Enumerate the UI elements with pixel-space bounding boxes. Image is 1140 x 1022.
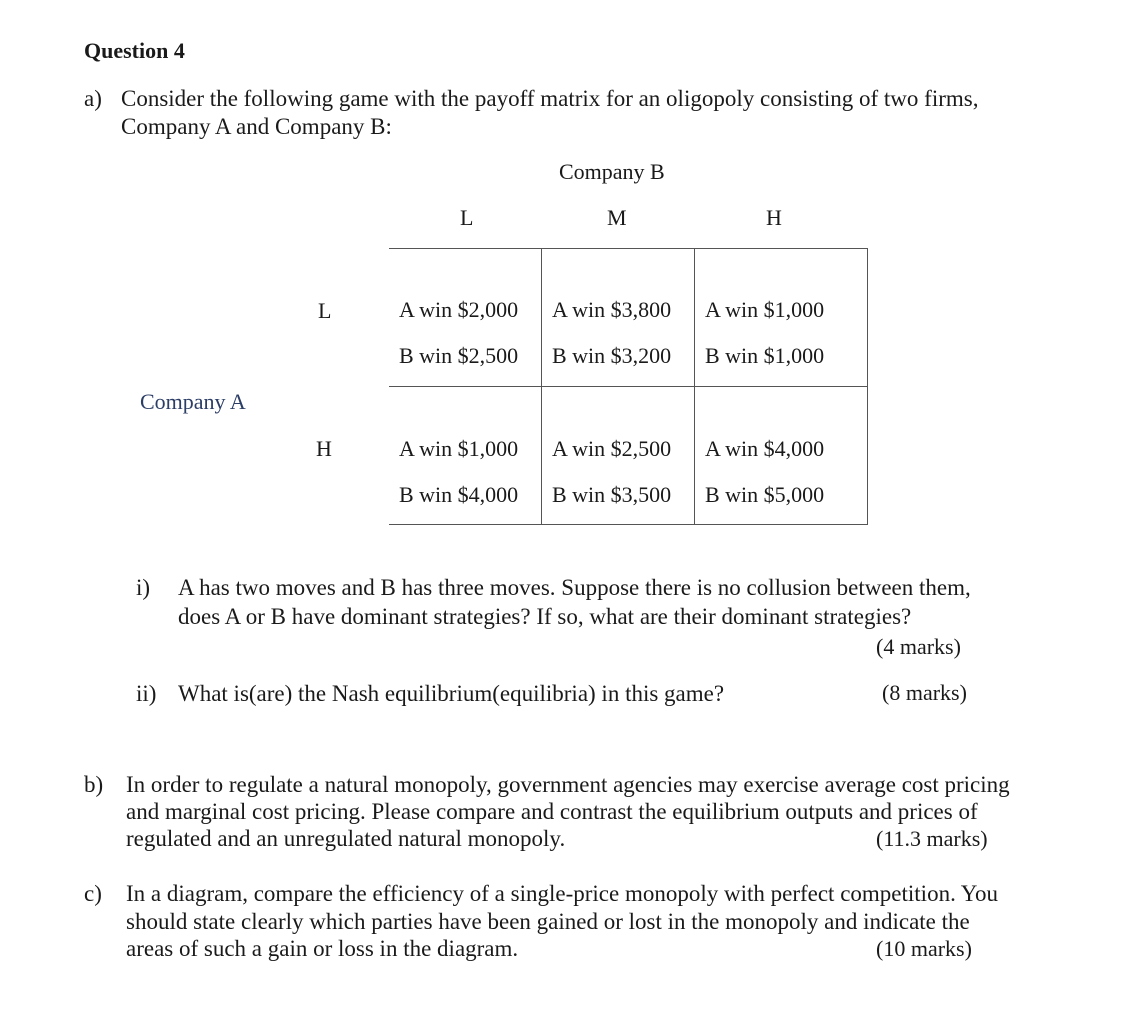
company-a-label: Company A	[140, 389, 246, 414]
sub-ii-marker: ii)	[136, 681, 157, 706]
cell-h-l-a: A win $1,000	[399, 436, 519, 461]
cell-h-m-a: A win $2,500	[552, 436, 672, 461]
grid-line-top	[389, 248, 868, 249]
part-a-line-2: Company A and Company B:	[121, 114, 392, 139]
cell-l-m-a: A win $3,800	[552, 297, 672, 322]
grid-line-col-1	[541, 248, 542, 525]
part-b-line-1: In order to regulate a natural monopoly, government agencies may exercise average cost pricing	[126, 772, 1010, 797]
part-a-line-1: Consider the following game with the payoff matrix for an oligopoly consisting of two firms,	[121, 86, 979, 111]
part-b-line-2: and marginal cost pricing. Please compare and contrast the equilibrium outputs and prices of	[126, 799, 978, 824]
cell-h-h-a: A win $4,000	[705, 436, 825, 461]
cell-l-m-b: B win $3,200	[552, 343, 672, 368]
question-title: Question 4	[84, 38, 185, 63]
sub-i-marks: (4 marks)	[876, 634, 961, 659]
part-a-marker: a)	[84, 86, 102, 111]
col-header-l: L	[460, 205, 474, 230]
cell-l-l-a: A win $2,000	[399, 297, 519, 322]
sub-i-line-1: A has two moves and B has three moves. Suppose there is no collusion between them,	[178, 575, 971, 600]
part-c-line-1: In a diagram, compare the efficiency of a single-price monopoly with perfect competition. You	[126, 881, 999, 906]
cell-h-m-b: B win $3,500	[552, 482, 672, 507]
sub-ii-marks: (8 marks)	[882, 680, 967, 705]
sub-i-line-2: does A or B have dominant strategies? If so, what are their dominant strategies?	[178, 604, 912, 629]
grid-line-col-2	[694, 248, 695, 525]
part-c-marker: c)	[84, 881, 102, 906]
part-c-line-3: areas of such a gain or loss in the diagram.	[126, 936, 519, 961]
cell-l-l-b: B win $2,500	[399, 343, 519, 368]
grid-line-right	[867, 248, 868, 525]
cell-l-h-b: B win $1,000	[705, 343, 825, 368]
sub-ii-text: What is(are) the Nash equilibrium(equilibria) in this game?	[178, 681, 725, 706]
grid-line-middle	[389, 386, 868, 387]
row-header-l: L	[318, 298, 332, 323]
part-c-marks: (10 marks)	[876, 936, 972, 961]
part-c-line-2: should state clearly which parties have been gained or lost in the monopoly and indicate the	[126, 909, 970, 934]
row-header-h: H	[316, 436, 332, 461]
grid-line-bottom	[389, 524, 868, 525]
cell-l-h-a: A win $1,000	[705, 297, 825, 322]
company-b-label: Company B	[559, 159, 665, 184]
cell-h-h-b: B win $5,000	[705, 482, 825, 507]
sub-i-marker: i)	[136, 575, 151, 600]
part-b-marks: (11.3 marks)	[876, 826, 988, 851]
col-header-h: H	[766, 205, 782, 230]
cell-h-l-b: B win $4,000	[399, 482, 519, 507]
part-b-marker: b)	[84, 772, 104, 797]
part-b-line-3: regulated and an unregulated natural monopoly.	[126, 826, 566, 851]
col-header-m: M	[607, 205, 627, 230]
